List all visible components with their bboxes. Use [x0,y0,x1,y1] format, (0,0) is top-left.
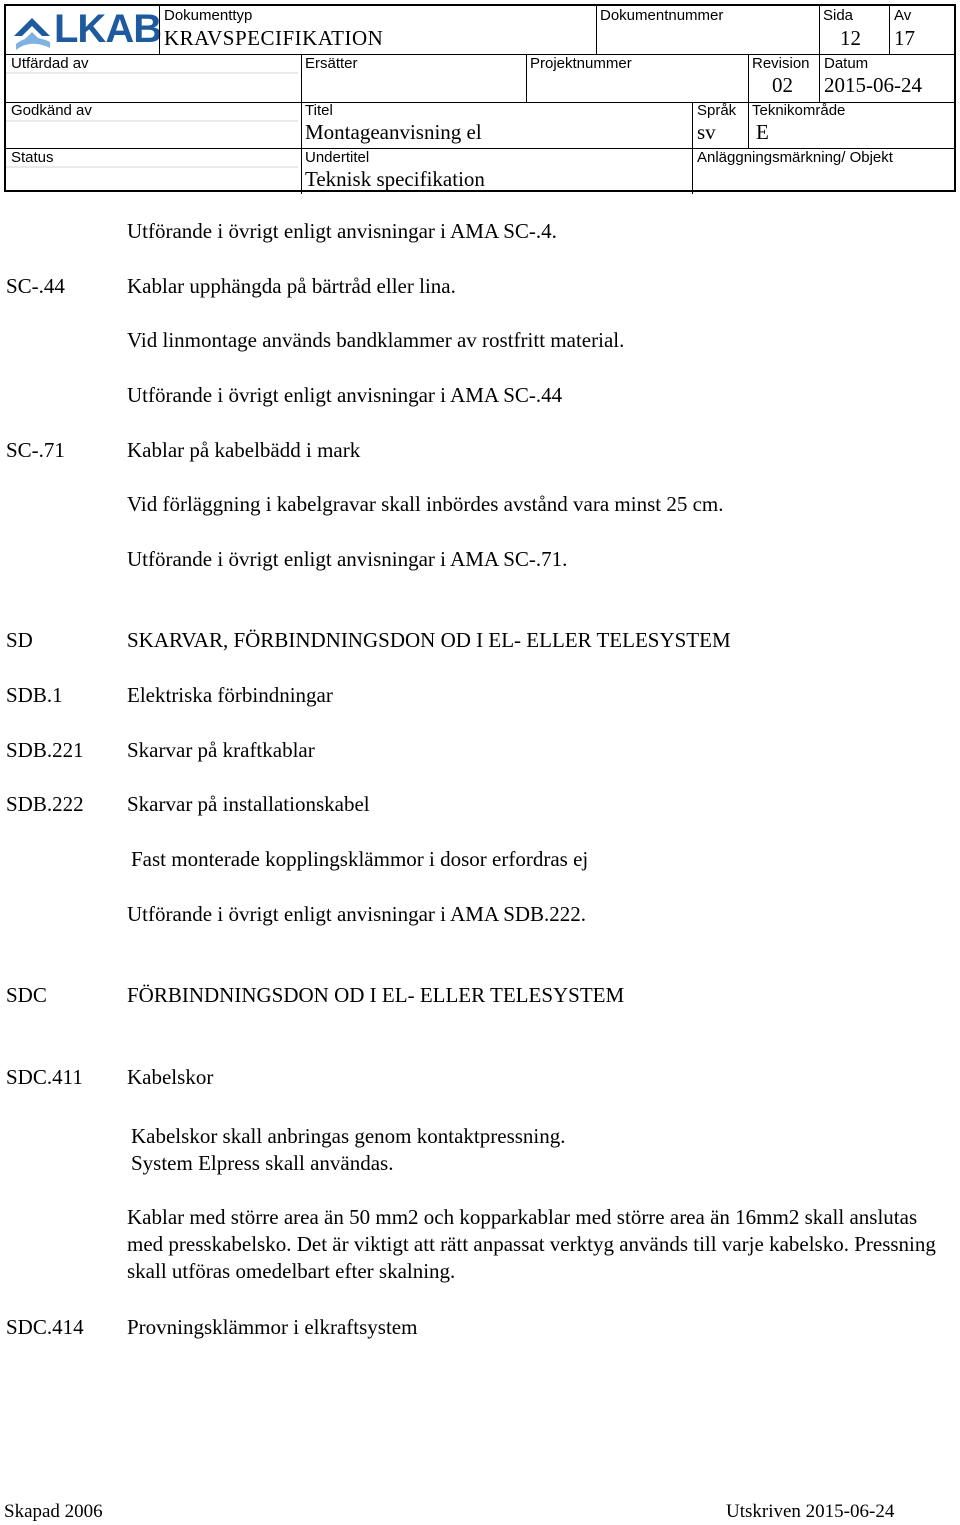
issued-by-label: Utfärdad av [11,55,89,72]
title-value: Montageanvisning el [305,120,482,144]
section-heading: Elektriska förbindningar [127,683,333,707]
section-code: SDC.411 [6,1065,83,1089]
section-heading: Skarvar på kraftkablar [127,738,315,762]
lkab-logo [12,7,162,54]
body-line: Vid linmontage används bandklammer av rostfritt material. [127,328,625,352]
section-code: SD [6,628,33,652]
document-header [4,4,956,192]
doc-number-label: Dokumentnummer [600,7,724,24]
section-heading: Kabelskor [127,1065,214,1089]
body-line: Utförande i övrigt enligt anvisningar i AMA SDB.222. [127,902,587,926]
section-code: SDB.222 [6,792,84,816]
section-code: SDC [6,983,47,1007]
language-label: Språk [697,102,737,119]
body-line: Utförande i övrigt enligt anvisningar i AMA SC-.44 [127,383,563,407]
section-code: SDB.221 [6,738,84,762]
revision-label: Revision [752,55,810,72]
project-number-label: Projektnummer [530,55,632,72]
body-line: Vid förläggning i kabelgravar skall inbördes avstånd vara minst 25 cm. [127,492,724,516]
page-value: 12 [840,26,861,50]
revision-value: 02 [772,73,793,97]
subtitle-value: Teknisk specifikation [305,167,485,191]
doc-type-value: KRAVSPECIFIKATION [164,26,384,50]
doc-type-label: Dokumenttyp [164,7,253,24]
body-line: Kabelskor skall anbringas genom kontaktpressning. [131,1124,566,1148]
status-label: Status [11,149,54,166]
tech-area-label: Teknikområde [752,102,846,119]
section-heading: Provningsklämmor i elkraftsystem [127,1315,418,1339]
of-label: Av [894,7,912,24]
approved-by-label: Godkänd av [11,102,92,119]
page-label: Sida [823,7,854,24]
date-label: Datum [824,55,869,72]
tech-area-value: E [756,120,769,144]
facility-label: Anläggningsmärkning/ Objekt [697,149,893,166]
logo-text: LKAB [54,7,162,51]
date-value: 2015-06-24 [824,73,922,97]
body-line: Fast monterade kopplingsklämmor i dosor erfordras ej [131,847,589,871]
section-code: SC-.71 [6,438,65,462]
section-code: SDB.1 [6,683,63,707]
title-label: Titel [305,102,333,119]
section-code: SC-.44 [6,274,65,298]
language-value: sv [697,120,716,144]
body-line: Utförande i övrigt enligt anvisningar i AMA SC-.71. [127,547,568,571]
body-paragraph: Kablar med större area än 50 mm2 och kopparkablar med större area än 16mm2 skall anslutas med presskabelsko. Det är viktigt att rätt anpassat verktyg används till varje kabelsko. Pressning skall utföras omedelbart efter skalning. [127,1205,936,1283]
footer-created: Skapad 2006 [4,1501,103,1522]
body-line: System Elpress skall användas. [131,1151,394,1175]
section-heading: SKARVAR, FÖRBINDNINGSDON OD I EL- ELLER TELESYSTEM [127,628,731,652]
section-heading: FÖRBINDNINGSDON OD I EL- ELLER TELESYSTEM [127,983,625,1007]
body-line: Utförande i övrigt enligt anvisningar i AMA SC-.4. [127,219,557,243]
section-code: SDC.414 [6,1315,84,1339]
of-value: 17 [894,26,915,50]
section-heading: Skarvar på installationskabel [127,792,370,816]
replaces-label: Ersätter [305,55,358,72]
section-heading: Kablar på kabelbädd i mark [127,438,361,462]
section-heading: Kablar upphängda på bärtråd eller lina. [127,274,456,298]
subtitle-label: Undertitel [305,149,370,166]
footer-printed: Utskriven 2015-06-24 [726,1501,895,1522]
